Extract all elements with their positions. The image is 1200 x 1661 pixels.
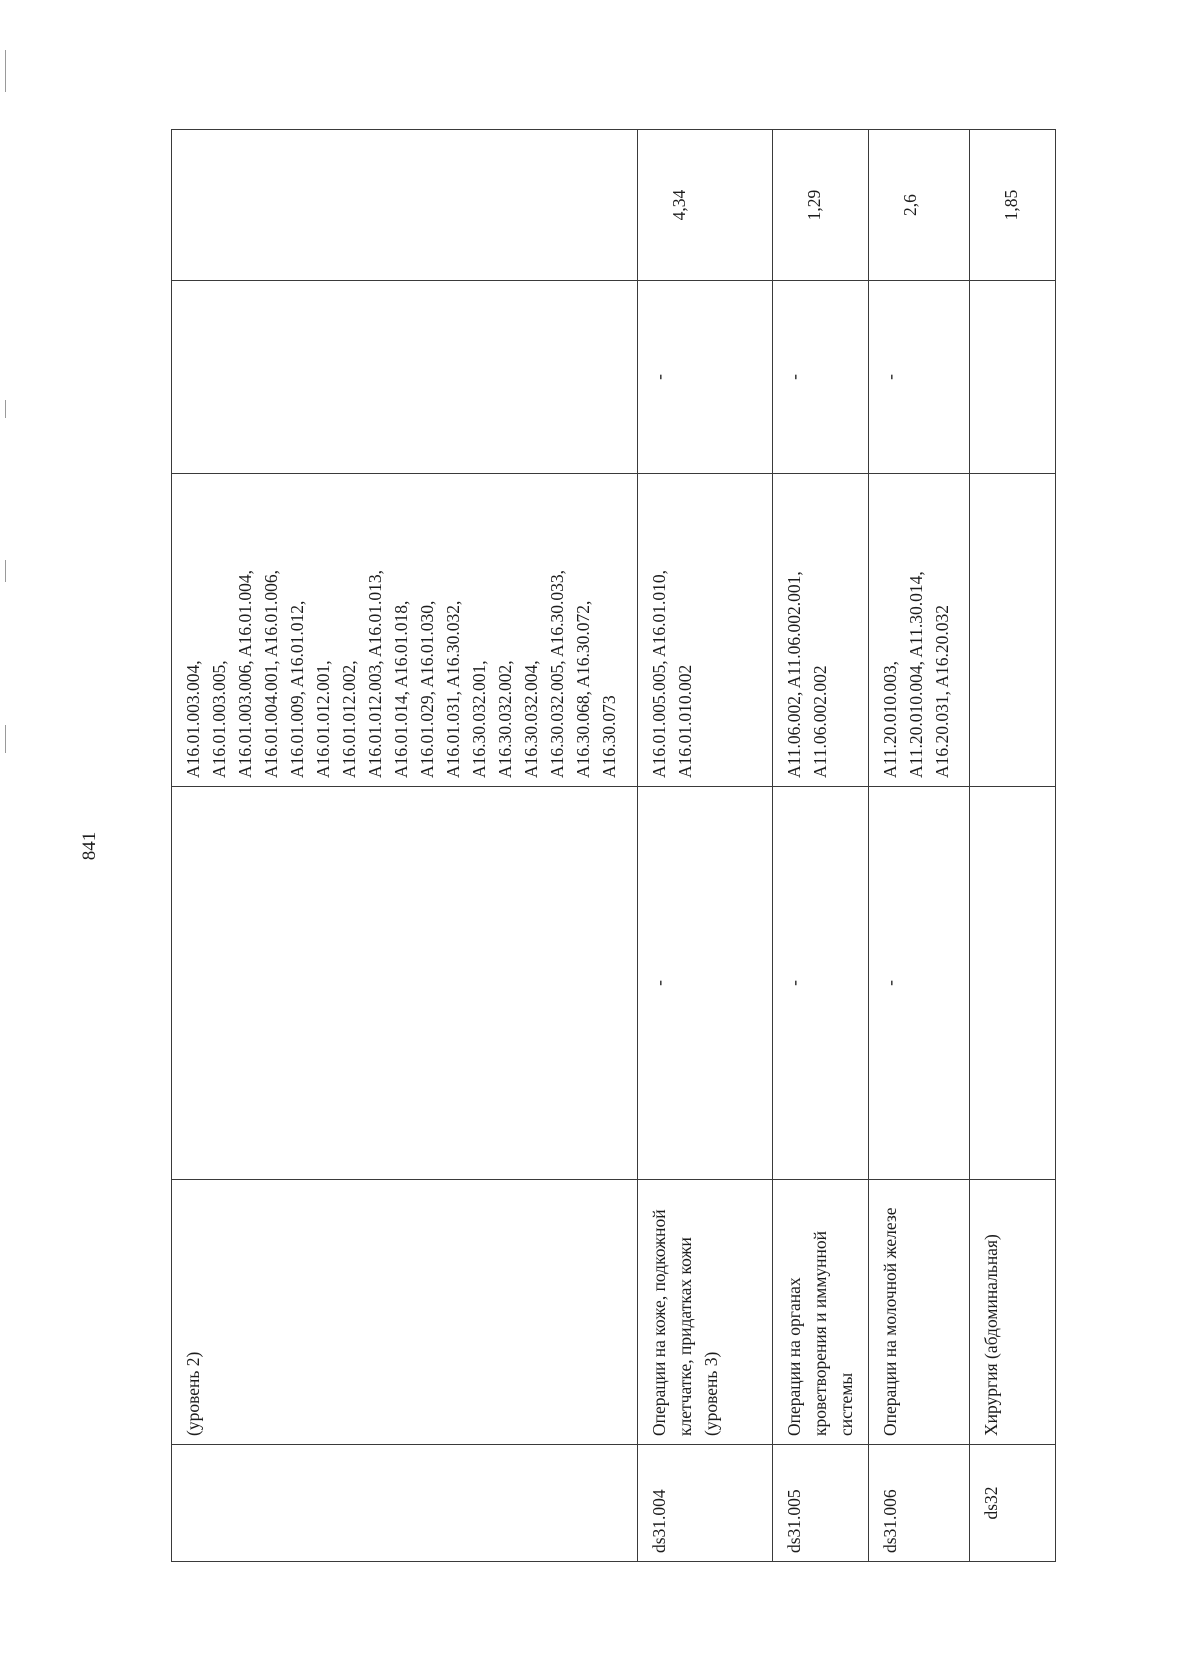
service-codes-cell — [869, 474, 970, 787]
table-row — [869, 130, 970, 1562]
page-number: 841 — [79, 831, 100, 861]
service-codes-text: A16.01.003.004, A16.01.003.005, A16.01.003.006, A16.01.004, A16.01.004.001, A16.01.006, A16.01.009, A16.01.012, A16.01.012.001, A16.01.012.002, A16.01.012.003, A16.01.013, A16.01.014, A16.01.018, A16.01.029, A16.01.030, A16.01.031, A16.30.032, A16.30.032.001, A16.30.032.002, A16.30.032.004, A16.30.032.005, A16.30.033, A16.30.068, A16.30.072, A16.30.073 — [183, 569, 619, 778]
scan-edge-mark — [5, 50, 6, 92]
group-name-cell: Операции на молочной железе — [869, 1180, 970, 1445]
group-code-cell: ds32 — [970, 1445, 1056, 1562]
scan-edge-mark — [5, 400, 6, 418]
diagnosis-codes-cell: - — [773, 787, 869, 1180]
table-row — [773, 130, 869, 1562]
diagnosis-codes-cell — [172, 787, 638, 1180]
diagnosis-codes-cell: - — [869, 787, 970, 1180]
extra-criteria-cell — [172, 281, 638, 474]
group-name-cell: Хирургия (абдоминальная) — [970, 1180, 1056, 1445]
service-codes-cell — [970, 474, 1056, 787]
coefficient-cell: 4,34 — [638, 130, 773, 281]
extra-criteria-cell — [970, 281, 1056, 474]
coefficient-cell: 2,6 — [869, 130, 970, 281]
group-code-cell: ds31.006 — [869, 1445, 970, 1562]
tariff-table-frame — [171, 130, 1055, 1562]
group-name-cell: (уровень 2) — [172, 1180, 638, 1445]
table-row — [638, 130, 773, 1562]
table-row — [172, 130, 638, 1562]
diagnosis-codes-cell — [970, 787, 1056, 1180]
group-code-cell — [172, 1445, 638, 1562]
service-codes-cell — [172, 474, 638, 787]
service-codes-text: A11.06.002, A11.06.002.001, A11.06.002.002 — [784, 571, 830, 778]
service-codes-text: A11.20.010.003, A11.20.010.004, A11.30.014, A16.20.031, A16.20.032 — [880, 571, 952, 778]
scan-edge-mark — [5, 725, 6, 753]
service-codes-text: A16.01.005.005, A16.01.010, A16.01.010.002 — [649, 569, 695, 778]
table-row — [970, 130, 1056, 1562]
scan-edge-mark — [5, 560, 6, 582]
service-codes-cell — [638, 474, 773, 787]
tariff-table — [171, 129, 1056, 1562]
extra-criteria-cell: - — [869, 281, 970, 474]
tariff-table-rotated — [171, 130, 1055, 1562]
group-name-cell: Операции на коже, подкожной клетчатке, придатках кожи (уровень 3) — [638, 1180, 773, 1445]
group-code-cell: ds31.005 — [773, 1445, 869, 1562]
group-code-cell: ds31.004 — [638, 1445, 773, 1562]
coefficient-cell — [172, 130, 638, 281]
extra-criteria-cell: - — [638, 281, 773, 474]
service-codes-cell — [773, 474, 869, 787]
diagnosis-codes-cell: - — [638, 787, 773, 1180]
coefficient-cell: 1,29 — [773, 130, 869, 281]
extra-criteria-cell: - — [773, 281, 869, 474]
group-name-cell: Операции на органах кроветворения и иммунной системы — [773, 1180, 869, 1445]
coefficient-cell: 1,85 — [970, 130, 1056, 281]
